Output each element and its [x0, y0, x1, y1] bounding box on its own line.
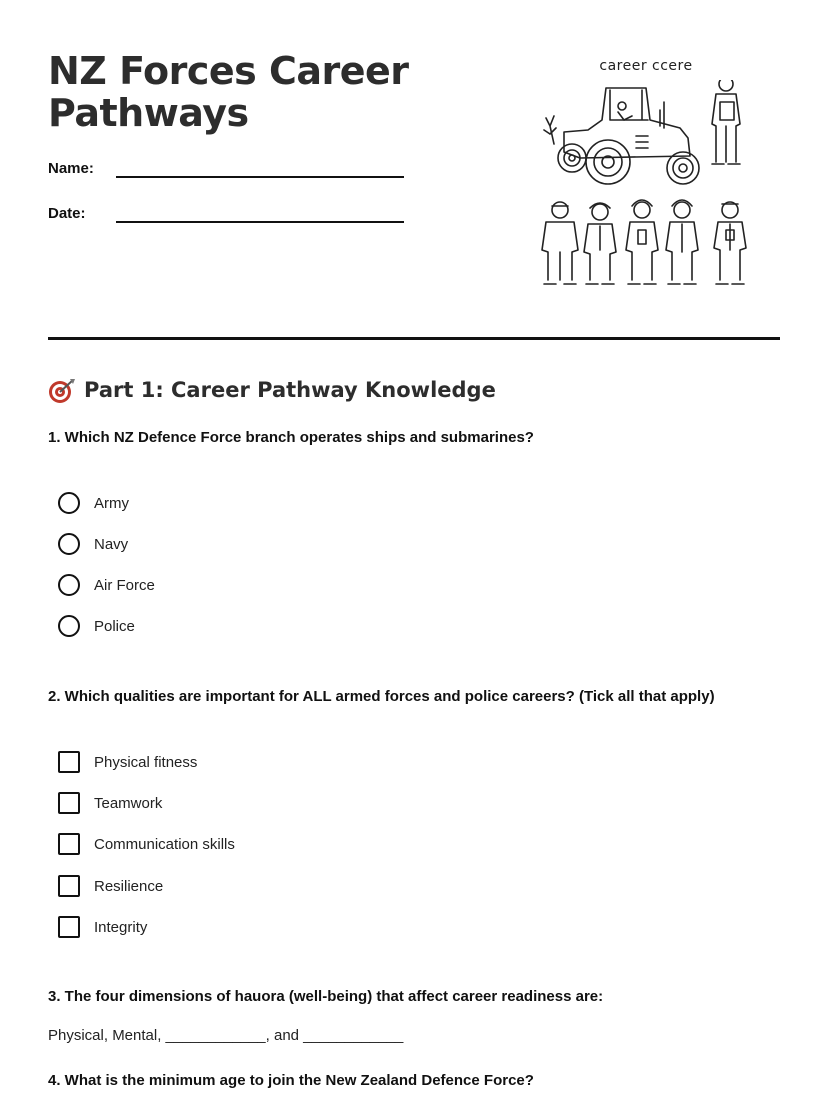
option-label: Integrity [94, 918, 148, 936]
page-title [48, 50, 448, 134]
worker-1-icon [542, 202, 578, 284]
section-heading-part-1 [48, 374, 496, 406]
worker-3-icon [626, 200, 658, 284]
checkbox[interactable] [58, 875, 80, 897]
radio-button[interactable] [58, 615, 80, 637]
q2-option-integrity[interactable] [58, 915, 147, 939]
question-1: 1. Which NZ Defence Force branch operates ships and submarines? [48, 429, 534, 446]
tractor-and-workers-drawing [540, 80, 752, 290]
checkbox[interactable] [58, 916, 80, 938]
radio-button[interactable] [58, 492, 80, 514]
option-label: Communication skills [94, 835, 235, 853]
option-label: Army [94, 494, 129, 512]
q3-answer-blanks[interactable]: Physical, Mental, ____________, and ____________ [48, 1027, 404, 1044]
careers-illustration [540, 58, 752, 294]
q2-option-physical-fitness[interactable] [58, 750, 197, 774]
checkbox[interactable] [58, 833, 80, 855]
section-title: Part 1: Career Pathway Knowledge [84, 378, 496, 402]
radio-button[interactable] [58, 533, 80, 555]
q1-option-police[interactable] [58, 614, 135, 638]
illustration-caption: career ccere [599, 58, 693, 74]
option-label: Resilience [94, 877, 164, 895]
q1-option-army[interactable] [58, 491, 129, 515]
q2-option-resilience[interactable] [58, 874, 163, 898]
title-line-2: Pathways [48, 91, 249, 135]
q1-option-navy[interactable] [58, 532, 128, 556]
option-label: Air Force [94, 576, 155, 594]
option-label: Police [94, 617, 135, 635]
name-write-line[interactable] [116, 176, 404, 178]
tractor-icon [544, 88, 699, 184]
checkbox[interactable] [58, 792, 80, 814]
q1-option-air-force[interactable] [58, 573, 155, 597]
date-label: Date: [48, 205, 86, 222]
header-divider [48, 337, 780, 340]
target-dart-icon [48, 376, 76, 404]
worker-4-icon [666, 200, 698, 284]
question-2: 2. Which qualities are important for ALL armed forces and police careers? (Tick all that apply) [48, 688, 715, 705]
radio-button[interactable] [58, 574, 80, 596]
question-4: 4. What is the minimum age to join the New Zealand Defence Force? [48, 1072, 534, 1089]
worker-2-icon [584, 203, 616, 284]
name-label: Name: [48, 160, 94, 177]
date-write-line[interactable] [116, 221, 404, 223]
worker-clipboard-icon [712, 80, 740, 164]
worker-5-icon [714, 202, 746, 284]
date-field-row [48, 199, 408, 229]
option-label: Physical fitness [94, 753, 198, 771]
question-3: 3. The four dimensions of hauora (well-being) that affect career readiness are: [48, 988, 604, 1005]
title-line-1: NZ Forces Career [48, 49, 409, 93]
q2-option-teamwork[interactable] [58, 791, 162, 815]
option-label: Teamwork [94, 794, 163, 812]
checkbox[interactable] [58, 751, 80, 773]
name-field-row [48, 154, 408, 184]
q2-option-communication-skills[interactable] [58, 832, 235, 856]
option-label: Navy [94, 535, 129, 553]
